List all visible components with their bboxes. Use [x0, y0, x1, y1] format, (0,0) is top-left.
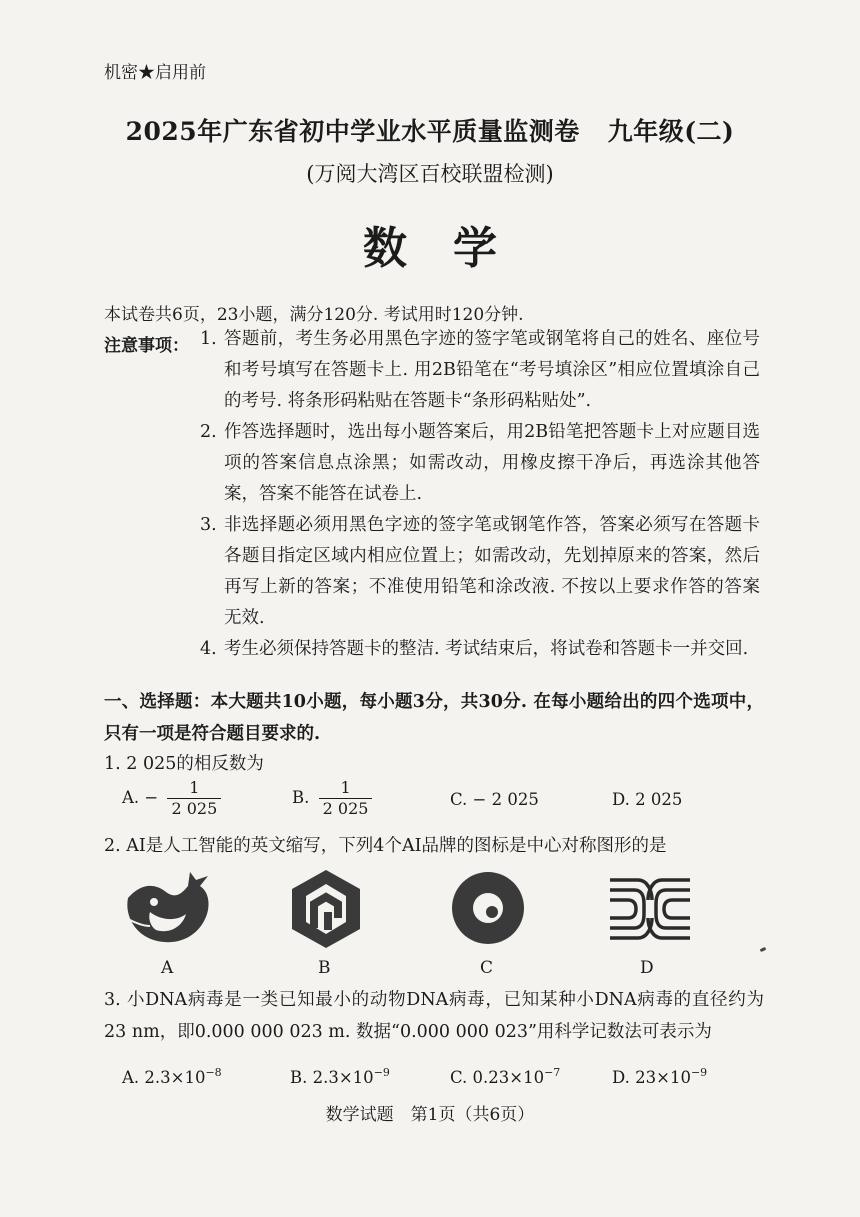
exam-title-grade: 九年级(二) — [607, 117, 735, 146]
notice-item — [200, 510, 760, 634]
notice-number: 4. — [200, 639, 217, 659]
ring-logo-icon — [448, 866, 528, 954]
section-one-heading: 一、选择题：本大题共10小题，每小题3分，共30分. 在每小题给出的四个选项中，只有一项是符合题目要求的. — [104, 692, 764, 744]
q1-option-b-fraction — [319, 778, 373, 819]
notice-text: 非选择题必须用黑色字迹的签字笔或钢笔作答，答案必须写在答题卡各题目指定区域内相应位置上；如需改动，先划掉原来的答案，然后再写上新的答案；不准使用铅笔和涂改液. 不按以上要求作答的答案无效. — [224, 515, 760, 628]
notice-text: 答题前，考生务必用黑色字迹的签字笔或钢笔将自己的姓名、座位号和考号填写在答题卡上. 用2B铅笔在“考号填涂区”相应位置填涂自己的考号. 将条形码粘贴在答题卡“条形码粘贴处”. — [224, 329, 760, 411]
q3-option-d-base: D. 23×10 — [612, 1068, 691, 1087]
q3-option-c-base: C. 0.23×10 — [450, 1068, 545, 1087]
q1-option-a — [122, 778, 221, 819]
q3-option-d — [612, 1068, 707, 1087]
page-footer: 数学试题 第1页（共6页） — [325, 1105, 535, 1125]
q3-option-d-exponent: −9 — [690, 1066, 708, 1079]
wave-lines-logo-icon — [608, 876, 692, 946]
fraction-numerator: 1 — [189, 778, 200, 797]
q1-option-c: C. − 2 025 — [450, 790, 539, 809]
notice-label: 注意事项： — [104, 336, 189, 356]
q3-option-c-exponent: −7 — [544, 1066, 561, 1079]
scan-smudge — [760, 947, 767, 952]
logo-b-label: B — [318, 958, 331, 978]
exam-subtitle: (万阅大湾区百校联盟检测) — [306, 162, 554, 186]
notice-text: 考生必须保持答题卡的整洁. 考试结束后，将试卷和答题卡一并交回. — [224, 639, 749, 659]
notice-item — [200, 634, 760, 665]
exam-summary: 本试卷共6页，23小题，满分120分. 考试用时120分钟. — [104, 305, 524, 325]
exam-title — [0, 112, 860, 148]
notice-text: 作答选择题时，选出每小题答案后，用2B铅笔把答题卡上对应题目选项的答案信息点涂黑；如需改动，用橡皮擦干净后，再选涂其他答案，答案不能答在试卷上. — [224, 422, 760, 504]
q3-option-b-base: B. 2.3×10 — [290, 1068, 374, 1087]
fraction-denominator: 2 025 — [167, 798, 221, 819]
notice-number: 3. — [200, 515, 217, 535]
q3-option-c — [450, 1068, 560, 1087]
q1-option-d: D. 2 025 — [612, 790, 683, 809]
q1-option-a-label: A. − — [122, 788, 159, 807]
logo-d-label: D — [640, 958, 654, 978]
logo-c-label: C — [480, 958, 494, 978]
notice-item — [200, 417, 760, 510]
whale-logo-icon — [120, 868, 220, 954]
notice-item — [200, 324, 760, 417]
notice-list — [200, 324, 760, 665]
question-1-stem: 1. 2 025的相反数为 — [104, 754, 264, 774]
q3-option-b — [290, 1068, 390, 1087]
hexagon-logo-icon — [290, 868, 362, 954]
notice-number: 1. — [200, 329, 217, 349]
fraction-denominator: 2 025 — [319, 798, 373, 819]
q3-option-a — [122, 1068, 222, 1087]
question-2-stem: 2. AI是人工智能的英文缩写，下列4个AI品牌的图标是中心对称图形的是 — [104, 836, 667, 856]
subject-heading: 数学 — [363, 223, 543, 274]
q3-option-b-exponent: −9 — [373, 1066, 390, 1079]
q3-option-a-base: A. 2.3×10 — [122, 1068, 206, 1087]
exam-title-main: 2025年广东省初中学业水平质量监测卷 — [125, 117, 580, 146]
logo-a-label: A — [161, 958, 174, 978]
q1-option-b-label: B. — [292, 788, 310, 807]
fraction-numerator: 1 — [340, 778, 351, 797]
confidential-label: 机密★启用前 — [104, 63, 206, 83]
q1-option-a-fraction — [167, 778, 221, 819]
notice-number: 2. — [200, 422, 217, 442]
q3-option-a-exponent: −8 — [205, 1066, 222, 1079]
question-3-stem: 3. 小DNA病毒是一类已知最小的动物DNA病毒，已知某种小DNA病毒的直径约为23 nm，即0.000 000 023 m. 数据“0.000 000 023”用科学记数法可表示为 — [104, 990, 764, 1042]
q1-option-b — [292, 778, 372, 819]
